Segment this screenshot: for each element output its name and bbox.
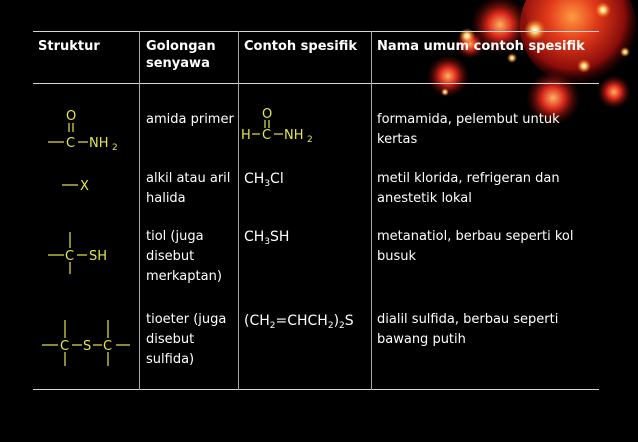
group-cell: alkil atau aril halida — [146, 171, 231, 206]
example-formula: $(CH_2=CHCH_2)_2S$ — [244, 313, 354, 331]
common-name-cell: metil klorida, refrigeran dan anestetik lokal — [377, 171, 560, 206]
header-group: Golongan senyawa — [146, 39, 216, 71]
common-name-cell: metanatiol, berbau seperti kol busuk — [377, 229, 574, 264]
column-divider — [371, 31, 372, 390]
column-divider — [139, 31, 140, 390]
common-name-cell: dialil sulfida, berbau seperti bawang putih — [377, 312, 559, 347]
atom-label: X — [80, 179, 89, 194]
common-name-cell: formamida, pelembut untuk kertas — [377, 112, 560, 147]
formamide-structure — [238, 100, 368, 150]
atom-label: SH — [89, 249, 108, 264]
header-structure: Struktur — [38, 39, 100, 54]
example-formula: $CH_3SH$ — [244, 229, 290, 247]
atom-label: C — [103, 339, 113, 354]
atom-label: C — [66, 136, 76, 151]
atom-label: S — [83, 339, 92, 354]
atom-label: C — [60, 339, 70, 354]
thiol-structure — [34, 230, 138, 276]
halide-structure — [34, 175, 138, 195]
atom-label: O — [262, 107, 273, 122]
table-top-rule — [33, 31, 599, 32]
atom-label: NH — [284, 128, 304, 143]
atom-label: H — [241, 128, 251, 143]
table-bottom-rule — [33, 389, 599, 390]
group-cell: tiol (juga disebut merkaptan) — [146, 229, 222, 284]
atom-label: O — [66, 109, 77, 124]
atom-label: NH — [89, 136, 109, 151]
column-divider — [238, 31, 239, 390]
thioether-structure — [34, 318, 138, 368]
group-cell: tioeter (juga disebut sulfida) — [146, 312, 227, 367]
atom-label: C — [65, 249, 75, 264]
header-common-name: Nama umum contoh spesifik — [377, 39, 585, 54]
header-bottom-rule — [33, 83, 599, 84]
group-cell: amida primer — [146, 112, 234, 127]
atom-label: 2 — [112, 143, 118, 153]
amide-structure — [34, 104, 138, 154]
example-formula: $CH_3Cl$ — [244, 171, 284, 189]
header-example: Contoh spesifik — [244, 39, 357, 54]
atom-label: 2 — [307, 135, 313, 145]
atom-label: C — [262, 128, 272, 143]
